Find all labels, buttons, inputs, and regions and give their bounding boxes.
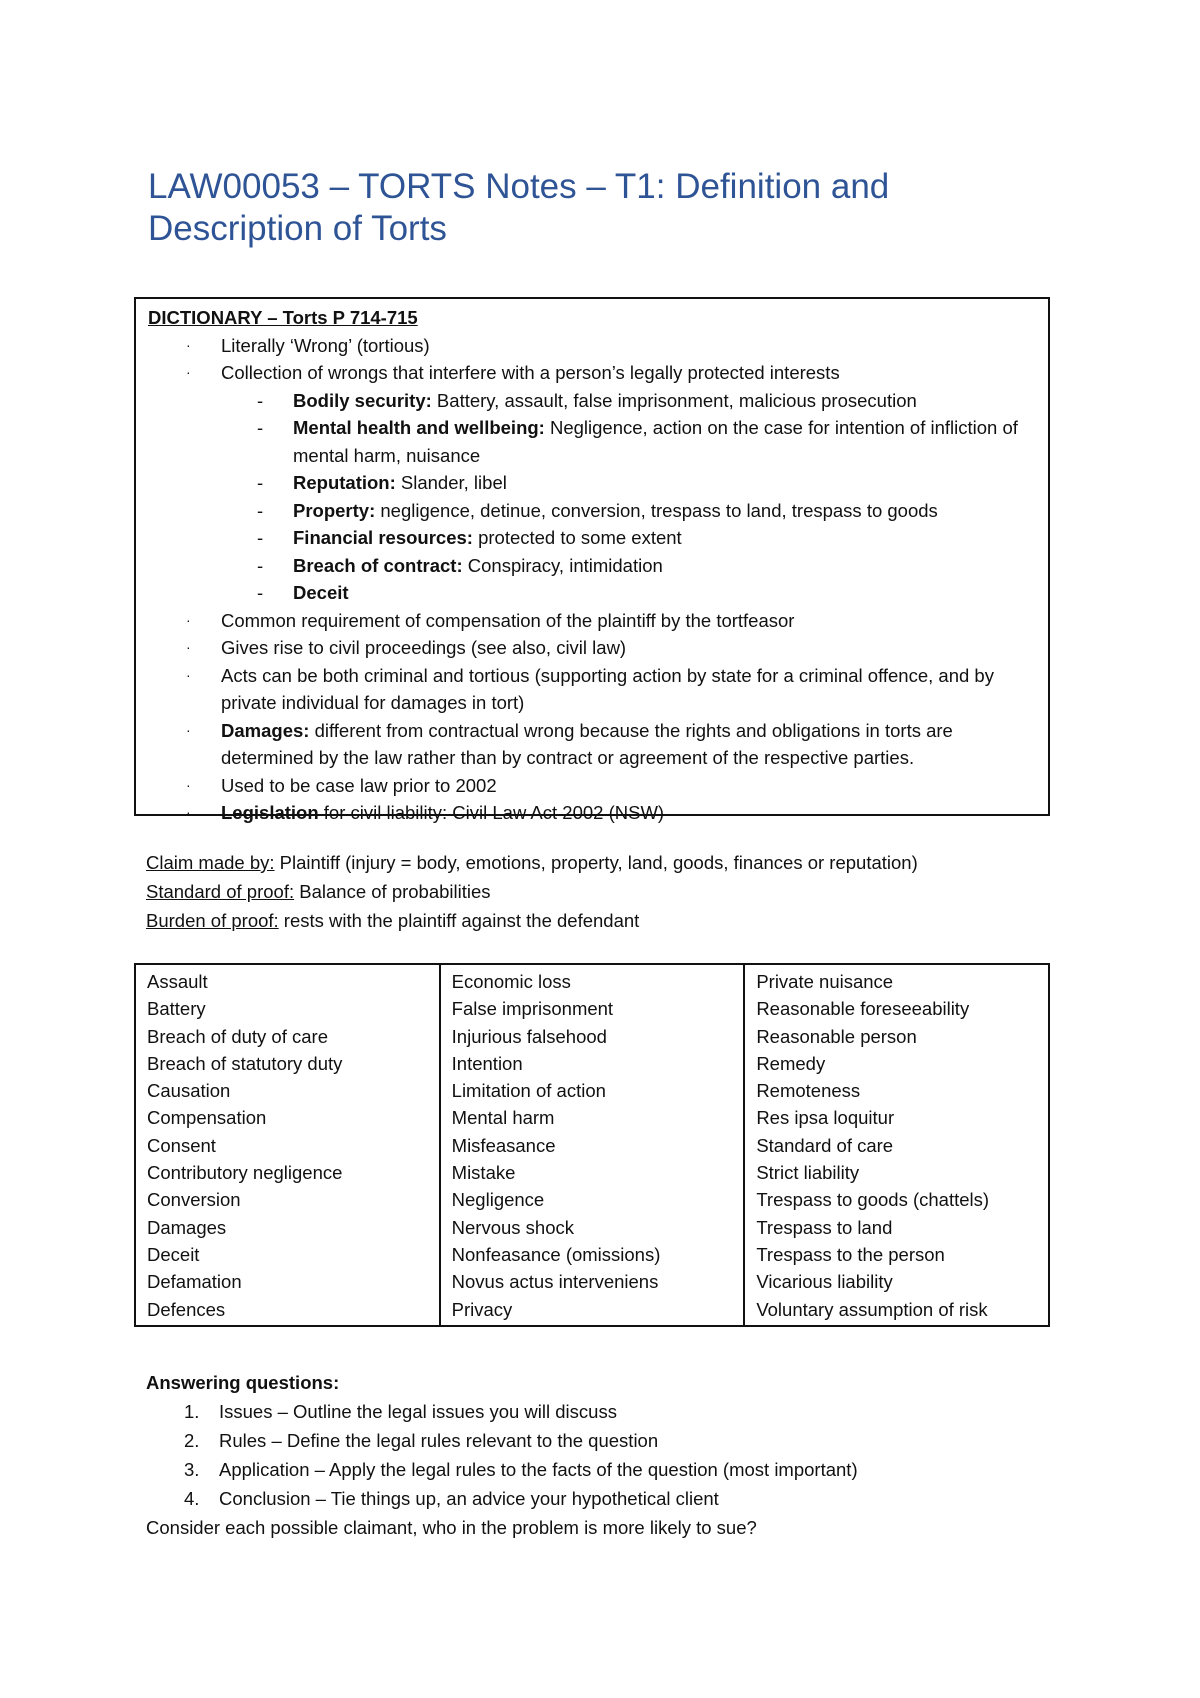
dictionary-item: · Acts can be both criminal and tortious (supporting action by state for a criminal offence, and by private individual for damages in tort)	[148, 662, 1036, 717]
term-cell: Trespass to goods (chattels)	[756, 1189, 990, 1211]
bullet-icon: ·	[186, 639, 191, 655]
term-cell: Trespass to the person	[756, 1243, 945, 1265]
term-cell: Defamation	[147, 1271, 242, 1293]
dash-icon: -	[257, 389, 264, 411]
dictionary-item: · Literally ‘Wrong’ (tortious)	[148, 332, 1036, 360]
term-cell: Deceit	[147, 1243, 200, 1265]
bullet-icon: ·	[186, 721, 191, 738]
term-cell: Vicarious liability	[756, 1271, 893, 1293]
answering-section	[146, 1368, 1046, 1542]
bullet-icon: ·	[186, 336, 191, 353]
term-cell: Res ipsa loquitur	[756, 1107, 895, 1129]
term-cell: Injurious falsehood	[451, 1025, 607, 1047]
dash-icon: -	[257, 582, 264, 603]
term-cell: Economic loss	[451, 971, 571, 992]
term-cell: Reasonable person	[756, 1025, 917, 1047]
dictionary-item: · Collection of wrongs that interfere with a person’s legally protected interests	[148, 359, 1036, 387]
dictionary-item: · Damages: different from contractual wrong because the rights and obligations in torts are determined by the law rather than by contract or agreement of the respective parties.	[148, 717, 1036, 772]
answering-step: 2. Rules – Define the legal rules relevant to the question	[184, 1430, 659, 1451]
proof-section	[146, 848, 918, 935]
dictionary-subitem: - Financial resources: protected to some extent	[148, 524, 1036, 552]
terms-table	[134, 963, 1050, 1327]
terms-column-3	[744, 964, 1049, 1326]
dictionary-subitem: - Bodily security: Battery, assault, false imprisonment, malicious prosecution	[148, 387, 1036, 415]
term-cell: Nonfeasance (omissions)	[451, 1243, 661, 1265]
dictionary-list	[148, 332, 1036, 827]
term-cell: Consent	[147, 1134, 216, 1156]
term-cell: Remedy	[756, 1052, 826, 1074]
claim-line: Standard of proof: Balance of probabilities	[146, 881, 491, 902]
term-cell: Misfeasance	[451, 1134, 556, 1156]
terms-row	[135, 964, 1049, 1326]
claim-line: Claim made by: Plaintiff (injury = body, emotions, property, land, goods, finances or reputation)	[146, 852, 918, 873]
bullet-icon: ·	[186, 611, 191, 628]
term-cell: Mistake	[451, 1162, 516, 1184]
claim-line: Burden of proof: rests with the plaintiff against the defendant	[146, 910, 640, 931]
dictionary-item: · Used to be case law prior to 2002	[148, 772, 1036, 800]
term-cell: Reasonable foreseeability	[756, 998, 970, 1020]
term-cell: Contributory negligence	[147, 1162, 343, 1184]
terms-column-1	[135, 964, 440, 1326]
answering-steps	[146, 1397, 1046, 1513]
term-cell: Privacy	[451, 1298, 513, 1320]
dictionary-item: · Legislation for civil liability: Civil Law Act 2002 (NSW)	[148, 799, 1036, 827]
dash-icon: -	[257, 472, 264, 493]
term-cell: Nervous shock	[451, 1216, 575, 1238]
dictionary-item: · Common requirement of compensation of the plaintiff by the tortfeasor	[148, 607, 1036, 635]
dash-icon: -	[257, 499, 264, 521]
dictionary-subitem: - Property: negligence, detinue, conversion, trespass to land, trespass to goods	[148, 497, 1036, 525]
term-cell: False imprisonment	[451, 998, 614, 1020]
bullet-icon: ·	[186, 804, 191, 820]
term-cell: Battery	[147, 998, 206, 1020]
term-cell: Remoteness	[756, 1080, 861, 1102]
dictionary-item: · Gives rise to civil proceedings (see also, civil law)	[148, 634, 1036, 662]
term-cell: Breach of statutory duty	[147, 1052, 343, 1074]
dictionary-subitem: - Mental health and wellbeing: Negligence, action on the case for intention of infliction of mental harm, nuisance	[148, 414, 1036, 469]
answering-heading: Answering questions:	[146, 1372, 340, 1393]
answering-step: 1. Issues – Outline the legal issues you will discuss	[184, 1401, 617, 1422]
term-cell: Private nuisance	[756, 971, 894, 992]
dash-icon: -	[257, 554, 264, 576]
dictionary-heading: DICTIONARY – Torts P 714-715	[148, 307, 418, 328]
dash-icon: -	[257, 417, 264, 438]
closing-question: Consider each possible claimant, who in the problem is more likely to sue?	[146, 1517, 757, 1538]
term-cell: Assault	[147, 971, 208, 992]
bullet-icon: ·	[186, 364, 191, 380]
dictionary-box	[134, 297, 1050, 823]
term-cell: Conversion	[147, 1189, 241, 1211]
dictionary-subitem: - Deceit	[148, 579, 1036, 607]
term-cell: Defences	[147, 1298, 226, 1320]
term-cell: Limitation of action	[451, 1080, 606, 1102]
term-cell: Voluntary assumption of risk	[756, 1298, 988, 1320]
term-cell: Trespass to land	[756, 1216, 893, 1238]
dictionary-subitem: - Breach of contract: Conspiracy, intimidation	[148, 552, 1036, 580]
term-cell: Standard of care	[756, 1134, 894, 1156]
page-title: LAW00053 – TORTS Notes – T1: Definition and Description of Torts	[148, 167, 890, 248]
term-cell: Causation	[147, 1080, 231, 1102]
term-cell: Novus actus interveniens	[451, 1271, 659, 1293]
answering-step: 3. Application – Apply the legal rules to the facts of the question (most important)	[184, 1459, 858, 1480]
dictionary-subitem: - Reputation: Slander, libel	[148, 469, 1036, 497]
term-cell: Intention	[451, 1052, 523, 1074]
term-cell: Strict liability	[756, 1162, 860, 1184]
term-cell: Compensation	[147, 1107, 267, 1129]
term-cell: Negligence	[451, 1189, 545, 1211]
term-cell: Breach of duty of care	[147, 1025, 328, 1047]
term-cell: Damages	[147, 1216, 227, 1238]
bullet-icon: ·	[186, 666, 191, 683]
dash-icon: -	[257, 527, 264, 548]
bullet-icon: ·	[186, 776, 191, 793]
terms-column-2	[440, 964, 745, 1326]
term-cell: Mental harm	[451, 1107, 555, 1129]
answering-step: 4. Conclusion – Tie things up, an advice your hypothetical client	[184, 1488, 719, 1509]
